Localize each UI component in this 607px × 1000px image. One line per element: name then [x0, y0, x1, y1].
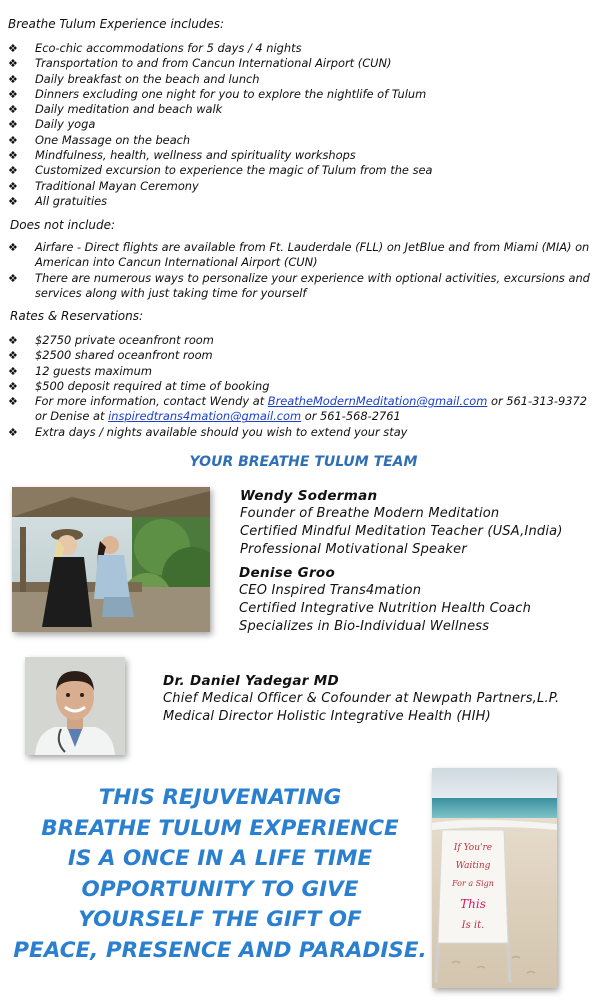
excludes-list [8, 240, 600, 301]
member-name: Wendy Soderman [240, 488, 378, 504]
diamond-bullet-icon: ❖ [8, 334, 18, 347]
member-role: Chief Medical Officer & Cofounder at Newpath Partners,L.P. [163, 691, 560, 706]
daniel-info [163, 672, 559, 726]
daniel-photo [25, 657, 125, 755]
member-name: Dr. Daniel Yadegar MD [163, 673, 339, 689]
excludes-heading: Does not include: [10, 218, 116, 232]
list-item: ❖ Customized excursion to experience the magic of Tulum from the sea [8, 163, 433, 178]
diamond-bullet-icon: ❖ [8, 364, 18, 378]
list-item: ❖ There are numerous ways to personalize your experience with optional activities, excursions and services along with just taking time for yourself [8, 270, 590, 300]
diamond-bullet-icon: ❖ [8, 57, 18, 71]
diamond-bullet-icon: ❖ [8, 395, 18, 409]
member-name: Denise Groo [239, 565, 336, 581]
diamond-bullet-icon: ❖ [8, 149, 18, 163]
diamond-bullet-icon: ❖ [8, 241, 18, 254]
list-item: ❖ Airfare - Direct flights are available from Ft. Lauderdale (FLL) on JetBlue and from Miami (MIA) on American into Cancun International Airport (CUN) [8, 240, 590, 270]
two-women-beach-photo-image [12, 487, 210, 632]
member-role: Founder of Breathe Modern Meditation [240, 506, 500, 521]
diamond-bullet-icon: ❖ [8, 379, 18, 393]
member-role: Professional Motivational Speaker [240, 542, 467, 557]
diamond-bullet-icon: ❖ [8, 103, 18, 117]
closing-line: YOURSELF THE GIFT OF [78, 907, 362, 932]
list-item: ❖ Daily meditation and beach walk [8, 102, 223, 117]
diamond-bullet-icon: ❖ [8, 271, 18, 285]
sign-line: Waiting [455, 861, 491, 871]
list-item: ❖ All gratuities [8, 193, 108, 208]
diamond-bullet-icon: ❖ [8, 118, 18, 132]
list-item: ❖ $2750 private oceanfront room [8, 333, 214, 347]
closing-line: IS A ONCE IN A LIFE TIME [67, 846, 373, 871]
includes-heading: Breathe Tulum Experience includes: [8, 17, 225, 31]
diamond-bullet-icon: ❖ [8, 194, 18, 208]
diamond-bullet-icon: ❖ [8, 179, 18, 193]
diamond-bullet-icon: ❖ [8, 425, 18, 439]
includes-list [8, 41, 600, 209]
wendy-denise-photo [12, 487, 210, 632]
closing-line: PEACE, PRESENCE AND PARADISE. [13, 937, 427, 963]
diamond-bullet-icon: ❖ [8, 164, 18, 178]
list-item: ❖ Daily breakfast on the beach and lunch [8, 71, 260, 86]
diamond-bullet-icon: ❖ [8, 87, 18, 101]
member-role: CEO Inspired Trans4mation [239, 583, 422, 598]
closing-line: OPPORTUNITY TO GIVE [81, 876, 359, 902]
list-item: ❖ Mindfulness, health, wellness and spirituality workshops [8, 148, 356, 163]
beach-sign-photo [432, 768, 557, 988]
closing-statement [0, 783, 440, 966]
list-item: ❖ Traditional Mayan Ceremony [8, 178, 199, 193]
man-portrait-photo-image [25, 657, 125, 755]
rates-list [8, 333, 600, 440]
diamond-bullet-icon: ❖ [8, 133, 18, 147]
list-item: ❖ 12 guests maximum [8, 363, 152, 378]
list-item: ❖ Daily yoga [8, 117, 96, 132]
sign-line: This [460, 897, 486, 911]
list-item: ❖ Eco-chic accommodations for 5 days / 4 nights [8, 41, 302, 55]
closing-line: THIS REJUVENATING [98, 785, 342, 810]
team-title: YOUR BREATHE TULUM TEAM [189, 454, 418, 470]
list-item: ❖ Dinners excluding one night for you to explore the nightlife of Tulum [8, 86, 427, 101]
list-item: ❖ Transportation to and from Cancun International Airport (CUN) [8, 56, 392, 71]
sign-line: If You're [453, 843, 493, 853]
wendy-info [240, 487, 563, 559]
diamond-bullet-icon: ❖ [8, 72, 18, 86]
diamond-bullet-icon: ❖ [8, 349, 18, 363]
member-role: Specializes in Bio-Individual Wellness [239, 619, 490, 634]
member-role: Certified Integrative Nutrition Health Coach [239, 601, 532, 616]
sign-line: Is it. [461, 920, 485, 931]
beach-sign-image [432, 768, 557, 988]
denise-info [239, 564, 531, 636]
list-item: ❖ $2500 shared oceanfront room [8, 348, 213, 363]
list-item: ❖ $500 deposit required at time of booking [8, 378, 270, 393]
rates-heading: Rates & Reservations: [10, 309, 144, 323]
member-role: Medical Director Holistic Integrative Health (HIH) [163, 709, 491, 724]
contact-item: ❖ For more information, contact Wendy at BreatheModernMeditation@gmail.com or 561-313-9372 or Denise at inspiredtrans4mation@gmail.com or 561-568-2761 [8, 394, 587, 424]
denise-email-link[interactable]: inspiredtrans4mation@gmail.com [108, 409, 302, 424]
list-item: ❖ Extra days / nights available should you wish to extend your stay [8, 424, 408, 439]
closing-line: BREATHE TULUM EXPERIENCE [41, 815, 399, 841]
list-item: ❖ One Massage on the beach [8, 132, 191, 147]
sign-line: For a Sign [452, 879, 494, 888]
member-role: Certified Mindful Meditation Teacher (USA,India) [240, 524, 563, 539]
wendy-email-link[interactable]: BreatheModernMeditation@gmail.com [267, 394, 488, 409]
diamond-bullet-icon: ❖ [8, 42, 18, 55]
